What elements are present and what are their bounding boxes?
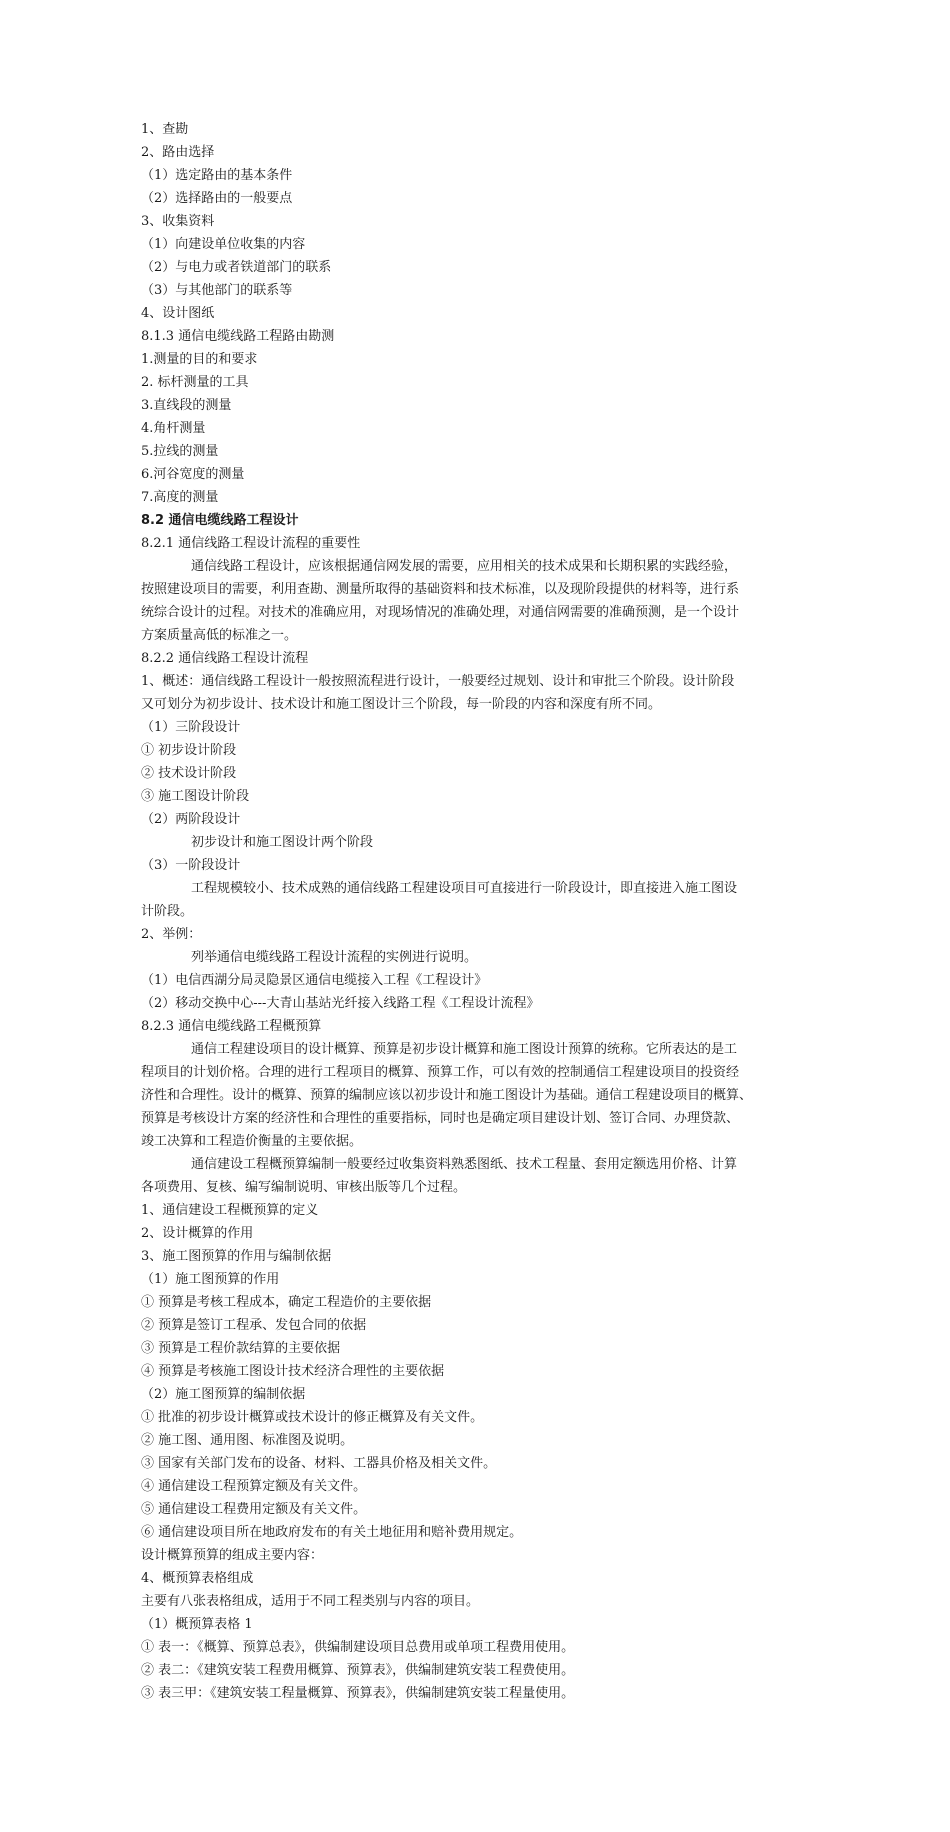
- list-item: 7.高度的测量: [141, 490, 219, 505]
- paragraph-line: 按照建设项目的需要，利用查勘、测量所取得的基础资料和技术标准，以及现阶段提供的材料等，进行系: [141, 582, 740, 597]
- paragraph-line: 初步设计和施工图设计两个阶段: [191, 835, 374, 850]
- list-item: 6.河谷宽度的测量: [141, 467, 245, 482]
- list-item: （1）概预算表格 1: [141, 1617, 253, 1632]
- section-heading: 8.1.3 通信电缆线路工程路由勘测: [141, 329, 335, 344]
- list-item: ② 预算是签订工程承、发包合同的依据: [141, 1318, 367, 1333]
- paragraph-line: 通信建设工程概预算编制一般要经过收集资料熟悉图纸、技术工程量、套用定额选用价格、计算: [191, 1157, 738, 1172]
- list-item: ② 施工图、通用图、标准图及说明。: [141, 1433, 354, 1448]
- list-item: （2）两阶段设计: [141, 812, 241, 827]
- paragraph-line: 各项费用、复核、编写编制说明、审核出版等几个过程。: [141, 1180, 467, 1195]
- list-item: 1.测量的目的和要求: [141, 352, 258, 367]
- list-item: 2. 标杆测量的工具: [141, 375, 249, 390]
- paragraph-line: 又可划分为初步设计、技术设计和施工图设计三个阶段，每一阶段的内容和深度有所不同。: [141, 697, 662, 712]
- paragraph-line: 工程规模较小、技术成熟的通信线路工程建设项目可直接进行一阶段设计，即直接进入施工图设: [191, 881, 738, 896]
- paragraph-line: 方案质量高低的标准之一。: [141, 628, 298, 643]
- list-item: （2）施工图预算的编制依据: [141, 1387, 306, 1402]
- paragraph-line: 主要有八张表格组成，适用于不同工程类别与内容的项目。: [141, 1594, 480, 1609]
- list-item: 4.角杆测量: [141, 421, 206, 436]
- paragraph-line: 通信工程建设项目的设计概算、预算是初步设计概算和施工图设计预算的统称。它所表达的是工: [191, 1042, 738, 1057]
- list-item: ⑥ 通信建设项目所在地政府发布的有关土地征用和赔补费用规定。: [141, 1525, 523, 1540]
- list-item: ① 表一：《概算、预算总表》，供编制建设项目总费用或单项工程费用使用。: [141, 1640, 575, 1655]
- list-item: 4、概预算表格组成: [141, 1571, 254, 1586]
- list-item: ① 预算是考核工程成本，确定工程造价的主要依据: [141, 1295, 432, 1310]
- list-item: （2）与电力或者铁道部门的联系: [141, 260, 332, 275]
- list-item: ① 初步设计阶段: [141, 743, 237, 758]
- paragraph-line: 计阶段。: [141, 904, 194, 919]
- list-item: 2、路由选择: [141, 145, 215, 160]
- paragraph-line: 1、概述：通信线路工程设计一般按照流程进行设计，一般要经过规划、设计和审批三个阶段。设计阶段: [141, 674, 735, 689]
- section-heading: 8.2.2 通信线路工程设计流程: [141, 651, 309, 666]
- list-item: ③ 表三甲：《建筑安装工程量概算、预算表》，供编制建筑安装工程量使用。: [141, 1686, 575, 1701]
- list-item: （1）选定路由的基本条件: [141, 168, 293, 183]
- list-item: 3.直线段的测量: [141, 398, 232, 413]
- list-item: 3、收集资料: [141, 214, 215, 229]
- paragraph-line: 程项目的计划价格。合理的进行工程项目的概算、预算工作，可以有效的控制通信工程建设项目的投资经: [141, 1065, 740, 1080]
- list-item: 1、查勘: [141, 122, 189, 137]
- list-item: （3）一阶段设计: [141, 858, 241, 873]
- list-item: 3、施工图预算的作用与编制依据: [141, 1249, 332, 1264]
- list-item: ④ 通信建设工程预算定额及有关文件。: [141, 1479, 367, 1494]
- section-heading: 8.2.3 通信电缆线路工程概预算: [141, 1019, 322, 1034]
- list-item: ③ 国家有关部门发布的设备、材料、工器具价格及相关文件。: [141, 1456, 497, 1471]
- paragraph-line: 预算是考核设计方案的经济性和合理性的重要指标，同时也是确定项目建设计划、签订合同、办理贷款、: [141, 1111, 740, 1126]
- paragraph-line: 通信线路工程设计，应该根据通信网发展的需要，应用相关的技术成果和长期积累的实践经验，: [191, 559, 738, 574]
- list-item: （1）向建设单位收集的内容: [141, 237, 306, 252]
- list-item: ① 批准的初步设计概算或技术设计的修正概算及有关文件。: [141, 1410, 484, 1425]
- list-item: ⑤ 通信建设工程费用定额及有关文件。: [141, 1502, 367, 1517]
- list-item: ③ 预算是工程价款结算的主要依据: [141, 1341, 341, 1356]
- list-item: （1）施工图预算的作用: [141, 1272, 280, 1287]
- paragraph-line: 列举通信电缆线路工程设计流程的实例进行说明。: [191, 950, 478, 965]
- list-item: ② 技术设计阶段: [141, 766, 237, 781]
- list-item: ② 表二：《建筑安装工程费用概算、预算表》，供编制建筑安装工程费使用。: [141, 1663, 575, 1678]
- list-item: （2）选择路由的一般要点: [141, 191, 293, 206]
- list-item: （1）电信西湖分局灵隐景区通信电缆接入工程《工程设计》: [141, 973, 488, 988]
- list-item: （2）移动交换中心---大青山基站光纤接入线路工程《工程设计流程》: [141, 996, 540, 1011]
- list-item: 2、设计概算的作用: [141, 1226, 254, 1241]
- section-heading: 8.2.1 通信线路工程设计流程的重要性: [141, 536, 361, 551]
- chapter-heading: 8.2 通信电缆线路工程设计: [141, 513, 299, 528]
- paragraph-line: 竣工决算和工程造价衡量的主要依据。: [141, 1134, 363, 1149]
- list-item: 2、举例：: [141, 927, 202, 942]
- list-item: 5.拉线的测量: [141, 444, 219, 459]
- list-item: 4、设计图纸: [141, 306, 215, 321]
- list-item: ③ 施工图设计阶段: [141, 789, 250, 804]
- paragraph-line: 设计概算预算的组成主要内容：: [141, 1548, 324, 1563]
- list-item: ④ 预算是考核施工图设计技术经济合理性的主要依据: [141, 1364, 445, 1379]
- list-item: 1、通信建设工程概预算的定义: [141, 1203, 319, 1218]
- document-body: [141, 118, 821, 1705]
- paragraph-line: 统综合设计的过程。对技术的准确应用，对现场情况的准确处理，对通信网需要的准确预测，是一个设计: [141, 605, 740, 620]
- paragraph-line: 济性和合理性。设计的概算、预算的编制应该以初步设计和施工图设计为基础。通信工程建设项目的概算、: [141, 1088, 753, 1103]
- list-item: （1）三阶段设计: [141, 720, 241, 735]
- list-item: （3）与其他部门的联系等: [141, 283, 293, 298]
